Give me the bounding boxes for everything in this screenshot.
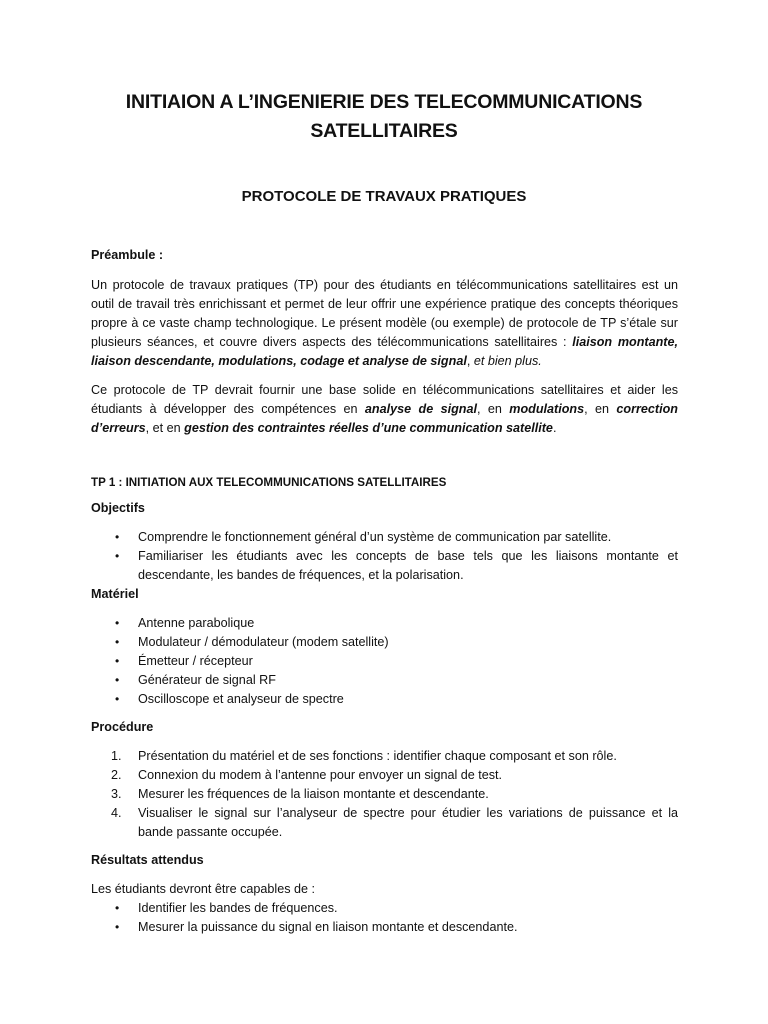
bullet-icon: • [115, 530, 120, 544]
bullet-icon: • [115, 654, 120, 668]
bullet-icon: • [115, 673, 120, 687]
list-item [91, 547, 678, 585]
list-item [91, 614, 678, 633]
step-text: Présentation du matériel et de ses fonctions : identifier chaque composant et son rôle. [138, 749, 617, 763]
objectifs-heading: Objectifs [91, 501, 145, 515]
document-subtitle: PROTOCOLE DE TRAVAUX PRATIQUES [241, 188, 527, 205]
step-number: 4. [111, 806, 122, 820]
materiel-text: Modulateur / démodulateur (modem satellite) [138, 635, 389, 649]
bullet-icon: • [115, 549, 120, 563]
bullet-icon: • [115, 901, 120, 915]
resultat-text: Identifier les bandes de fréquences. [138, 901, 338, 915]
list-item [91, 918, 678, 937]
tp1-heading: TP 1 : INITIATION AUX TELECOMMUNICATIONS SATELLITAIRES [91, 476, 447, 489]
preambule-heading: Préambule : [91, 248, 164, 262]
preambule-paragraph-2 [91, 381, 678, 438]
procedure-heading: Procédure [91, 720, 154, 734]
p2-text-g: , et en [145, 421, 185, 435]
step-number: 1. [111, 749, 122, 763]
list-item [91, 652, 678, 671]
list-item [91, 785, 678, 804]
objectifs-list [91, 528, 678, 585]
title-line-2: SATELLITAIRES [310, 120, 458, 142]
objectif-text: Familiariser les étudiants avec les concepts de base tels que les liaisons montante et descendante, les bandes de fréquences, et la polarisation. [138, 549, 678, 582]
procedure-list [91, 747, 678, 842]
preambule-p1-italic: et bien plus. [473, 354, 542, 368]
title-line-1: INITIAION A L’INGENIERIE DES TELECOMMUNICATIONS [125, 91, 643, 113]
step-number: 3. [111, 787, 122, 801]
step-number: 2. [111, 768, 122, 782]
list-item [91, 899, 678, 918]
list-item [91, 633, 678, 652]
bullet-icon: • [115, 692, 120, 706]
objectif-text: Comprendre le fonctionnement général d’un système de communication par satellite. [138, 530, 612, 544]
materiel-text: Antenne parabolique [138, 616, 255, 630]
p2-text-a: Ce protocole de TP devrait fournir une base solide en télécommunications satellitaires et aider les étudiants à développer des compétences en [91, 383, 678, 416]
preambule-paragraph-1 [91, 276, 678, 371]
step-text: Visualiser le signal sur l’analyseur de spectre pour étudier les variations de puissance et la bande passante occupée. [138, 806, 678, 839]
p2-bold-modulations: modulations [509, 402, 585, 416]
materiel-heading: Matériel [91, 587, 139, 601]
document-body [91, 246, 678, 937]
list-item [91, 804, 678, 842]
bullet-icon: • [115, 920, 120, 934]
list-item [91, 671, 678, 690]
materiel-text: Oscilloscope et analyseur de spectre [138, 692, 344, 706]
resultats-heading: Résultats attendus [91, 853, 204, 867]
p2-text-i: . [552, 421, 557, 435]
step-text: Mesurer les fréquences de la liaison montante et descendante. [138, 787, 489, 801]
p2-text-e: , en [584, 402, 617, 416]
resultats-list [91, 899, 678, 937]
p2-text-c: , en [476, 402, 510, 416]
list-item [91, 766, 678, 785]
preambule-p1-bold: liaison montante, liaison descendante, modulations, codage et analyse de signal [91, 335, 678, 368]
document-title [60, 88, 708, 146]
list-item [91, 690, 678, 709]
step-text: Connexion du modem à l’antenne pour envoyer un signal de test. [138, 768, 503, 782]
materiel-text: Émetteur / récepteur [138, 654, 253, 668]
resultat-text: Mesurer la puissance du signal en liaison montante et descendante. [138, 920, 518, 934]
list-item [91, 747, 678, 766]
bullet-icon: • [115, 616, 120, 630]
list-item [91, 528, 678, 547]
preambule-p1-sep: , [466, 354, 474, 368]
p2-bold-analyse: analyse de signal [364, 402, 477, 416]
bullet-icon: • [115, 635, 120, 649]
preambule-p1-text: Un protocole de travaux pratiques (TP) pour des étudiants en télécommunications satellitaires est un outil de travail très enrichissant et permet de leur offrir une expérience pratique des concepts théoriques propre à ce vaste champ technologique. Le présent modèle (ou exemple) de protocole de TP s’étale sur plusieurs séances, et couvre divers aspects des télécommunications satellitaires : [91, 278, 678, 349]
resultats-intro: Les étudiants devront être capables de : [91, 882, 316, 896]
materiel-text: Générateur de signal RF [138, 673, 276, 687]
p2-bold-gestion: gestion des contraintes réelles d’une communication satellite [184, 421, 553, 435]
materiel-list [91, 614, 678, 709]
p2-bold-correction: correction d’erreurs [91, 402, 678, 435]
